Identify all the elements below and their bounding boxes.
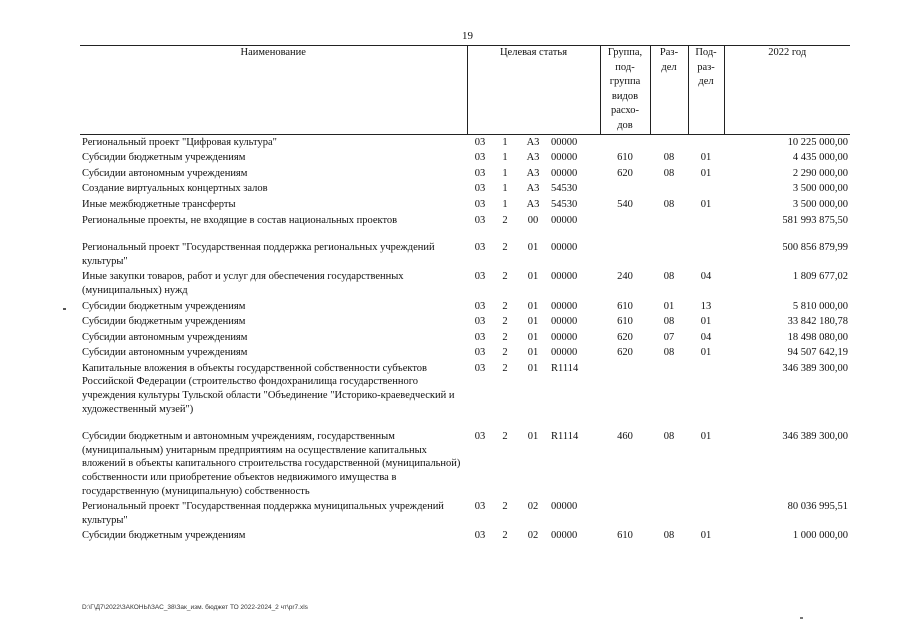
row-expense-group: 620 [617, 167, 633, 179]
table-row [80, 166, 850, 182]
row-section [650, 134, 688, 150]
row-subsection: 13 [700, 300, 712, 312]
header-target: Целевая статья [467, 46, 600, 135]
row-code-subprogram: 2 [502, 530, 508, 542]
row-code-subprogram: 1 [502, 136, 508, 148]
table-row [80, 361, 850, 429]
row-code-program: 03 [474, 271, 486, 283]
row-subsection: 01 [700, 530, 712, 542]
row-name: Иные межбюджетные трансферты [82, 198, 236, 210]
row-subsection [688, 361, 724, 429]
row-expense-group: 240 [617, 271, 633, 283]
row-code-item: 00000 [551, 136, 578, 148]
row-code-subprogram: 2 [502, 347, 508, 359]
row-section: 08 [663, 167, 675, 179]
row-code-item: 00000 [551, 331, 578, 343]
row-code-program: 03 [474, 362, 486, 374]
table-row [80, 240, 850, 269]
row-name: Субсидии автономным учреждениям [82, 347, 248, 359]
row-subsection: 04 [700, 271, 712, 283]
row-code-item: R1114 [551, 431, 579, 443]
row-code-direction: 01 [527, 316, 539, 328]
row-code-subprogram: 1 [502, 183, 508, 195]
row-amount: 4 435 000,00 [792, 152, 848, 164]
table-row [80, 181, 850, 197]
row-amount: 3 500 000,00 [792, 183, 848, 195]
header-year: 2022 год [724, 46, 850, 135]
row-amount: 1 809 677,02 [792, 271, 848, 283]
row-amount: 3 500 000,00 [792, 198, 848, 210]
header-name: Наименование [80, 46, 467, 135]
table-row [80, 499, 850, 528]
row-code-item: 00000 [551, 271, 578, 283]
row-name: Региональный проект "Цифровая культура" [82, 136, 277, 148]
row-code-program: 03 [474, 431, 486, 443]
table-row [80, 345, 850, 361]
row-code-direction: 00 [527, 214, 539, 226]
row-subsection: 01 [700, 152, 712, 164]
row-subsection: 01 [700, 167, 712, 179]
row-name: Субсидии бюджетным и автономным учреждениям, государственным (муниципальным) унитарным предприятиям на осуществление капитальных вложений в объекты капитального строительства государственной (муниципальной) собственности или приобретение объектов недвижимого имущества в государственную (муниципальную) собственность [82, 431, 461, 497]
table-row [80, 528, 850, 544]
row-name: Создание виртуальных концертных залов [82, 183, 268, 195]
header-group: Группа, под- группа видов расхо- дов [600, 46, 650, 135]
row-expense-group: 620 [617, 331, 633, 343]
table-row [80, 197, 850, 213]
row-code-subprogram: 2 [502, 501, 508, 513]
row-section [650, 361, 688, 429]
row-name: Субсидии бюджетным учреждениям [82, 300, 246, 312]
row-code-program: 03 [474, 136, 486, 148]
row-code-item: 54530 [551, 183, 578, 195]
footer-file-path: D:\Г\Д7\2022\ЗАКОНЫ\ЗАС_38\Зак_изм. бюджет ТО 2022-2024_2 чт\pr7.xls [82, 604, 308, 611]
row-subsection [688, 240, 724, 269]
row-amount: 346 389 300,00 [782, 362, 848, 374]
row-name: Региональные проекты, не входящие в состав национальных проектов [82, 214, 398, 226]
row-name: Субсидии бюджетным учреждениям [82, 152, 246, 164]
row-subsection: 01 [700, 347, 712, 359]
row-section [650, 213, 688, 241]
row-expense-group [600, 499, 650, 528]
row-name: Субсидии автономным учреждениям [82, 331, 248, 343]
row-amount: 10 225 000,00 [787, 136, 848, 148]
row-code-program: 03 [474, 183, 486, 195]
row-code-subprogram: 1 [502, 167, 508, 179]
row-code-subprogram: 2 [502, 242, 508, 254]
table-row [80, 429, 850, 499]
row-code-subprogram: 2 [502, 362, 508, 374]
header-subsection: Под- раз- дел [688, 46, 724, 135]
row-expense-group: 540 [617, 198, 633, 210]
row-code-program: 03 [474, 331, 486, 343]
row-code-program: 03 [474, 214, 486, 226]
row-expense-group [600, 213, 650, 241]
row-code-direction: А3 [526, 136, 540, 148]
row-code-item: 00000 [551, 316, 578, 328]
row-subsection: 04 [700, 331, 712, 343]
row-code-subprogram: 1 [502, 152, 508, 164]
row-amount: 33 842 180,78 [787, 316, 848, 328]
row-expense-group [600, 181, 650, 197]
row-code-subprogram: 2 [502, 271, 508, 283]
row-amount: 5 810 000,00 [792, 300, 848, 312]
row-code-item: 00000 [551, 242, 578, 254]
row-code-program: 03 [474, 530, 486, 542]
row-name: Субсидии бюджетным учреждениям [82, 316, 246, 328]
row-name: Субсидии бюджетным учреждениям [82, 530, 246, 542]
row-code-direction: 01 [527, 431, 539, 443]
row-section [650, 181, 688, 197]
row-code-item: 00000 [551, 347, 578, 359]
row-amount: 581 993 875,50 [782, 214, 848, 226]
row-amount: 94 507 642,19 [787, 347, 848, 359]
budget-table [80, 45, 850, 544]
row-code-program: 03 [474, 347, 486, 359]
row-subsection [688, 499, 724, 528]
table-row [80, 134, 850, 150]
row-code-item: 00000 [551, 300, 578, 312]
row-expense-group: 610 [617, 300, 633, 312]
table-row [80, 150, 850, 166]
row-amount: 346 389 300,00 [782, 431, 848, 443]
row-code-subprogram: 1 [502, 198, 508, 210]
row-code-subprogram: 2 [502, 331, 508, 343]
row-code-item: R1114 [551, 362, 579, 374]
row-code-direction: 01 [527, 300, 539, 312]
table-row [80, 299, 850, 315]
row-expense-group: 610 [617, 530, 633, 542]
row-section: 08 [663, 152, 675, 164]
row-amount: 1 000 000,00 [792, 530, 848, 542]
row-code-program: 03 [474, 300, 486, 312]
row-section: 08 [663, 431, 675, 443]
row-section: 08 [663, 316, 675, 328]
row-name: Региональный проект "Государственная поддержка муниципальных учреждений культуры" [82, 501, 444, 526]
row-expense-group: 460 [617, 431, 633, 443]
row-code-subprogram: 2 [502, 431, 508, 443]
row-code-subprogram: 2 [502, 316, 508, 328]
table-row [80, 213, 850, 241]
row-amount: 2 290 000,00 [792, 167, 848, 179]
row-expense-group: 610 [617, 316, 633, 328]
row-code-direction: 01 [527, 347, 539, 359]
table-row [80, 269, 850, 298]
row-amount: 500 856 879,99 [782, 242, 848, 254]
row-subsection: 01 [700, 431, 712, 443]
row-code-item: 00000 [551, 530, 578, 542]
row-section: 08 [663, 198, 675, 210]
row-code-direction: 01 [527, 271, 539, 283]
row-code-direction: 01 [527, 331, 539, 343]
row-code-direction: 01 [527, 362, 539, 374]
row-section: 01 [663, 300, 675, 312]
row-name: Региональный проект "Государственная поддержка региональных учреждений культуры" [82, 242, 435, 267]
row-code-item: 00000 [551, 214, 578, 226]
row-section: 08 [663, 271, 675, 283]
row-code-item: 54530 [551, 198, 578, 210]
table-body [80, 134, 850, 544]
row-code-program: 03 [474, 152, 486, 164]
row-expense-group: 610 [617, 152, 633, 164]
row-code-program: 03 [474, 316, 486, 328]
row-section: 07 [663, 331, 675, 343]
row-subsection [688, 134, 724, 150]
row-amount: 18 498 080,00 [787, 331, 848, 343]
row-code-subprogram: 2 [502, 300, 508, 312]
row-expense-group: 620 [617, 347, 633, 359]
row-code-direction: 02 [527, 501, 539, 513]
row-code-program: 03 [474, 167, 486, 179]
row-code-direction: 02 [527, 530, 539, 542]
row-code-item: 00000 [551, 167, 578, 179]
row-code-direction: 01 [527, 242, 539, 254]
page-number: 19 [462, 30, 473, 42]
row-amount: 80 036 995,51 [787, 501, 848, 513]
table-row [80, 314, 850, 330]
row-subsection [688, 213, 724, 241]
row-code-item: 00000 [551, 152, 578, 164]
row-code-direction: А3 [526, 183, 540, 195]
row-section: 08 [663, 347, 675, 359]
header-section: Раз- дел [650, 46, 688, 135]
row-code-program: 03 [474, 501, 486, 513]
table-row [80, 330, 850, 346]
row-name: Субсидии автономным учреждениям [82, 167, 248, 179]
row-expense-group [600, 240, 650, 269]
row-expense-group [600, 134, 650, 150]
row-code-direction: А3 [526, 152, 540, 164]
scan-mark [800, 617, 803, 619]
row-subsection: 01 [700, 316, 712, 328]
row-code-program: 03 [474, 198, 486, 210]
row-code-direction: А3 [526, 167, 540, 179]
row-name: Иные закупки товаров, работ и услуг для обеспечения государственных (муниципальных) нужд [82, 271, 404, 296]
row-section [650, 499, 688, 528]
row-code-item: 00000 [551, 501, 578, 513]
row-code-subprogram: 2 [502, 214, 508, 226]
row-code-direction: А3 [526, 198, 540, 210]
row-expense-group [600, 361, 650, 429]
row-name: Капитальные вложения в объекты государственной собственности субъектов Российской Федерации (строительство фондохранилища государственного учреждения культуры Тульской области "Объединение "Историко-краеведческий и художественный музей") [82, 362, 455, 415]
row-subsection [688, 181, 724, 197]
row-code-program: 03 [474, 242, 486, 254]
row-section: 08 [663, 530, 675, 542]
row-subsection: 01 [700, 198, 712, 210]
row-section [650, 240, 688, 269]
scan-mark [63, 308, 66, 310]
table-header-row [80, 46, 850, 135]
